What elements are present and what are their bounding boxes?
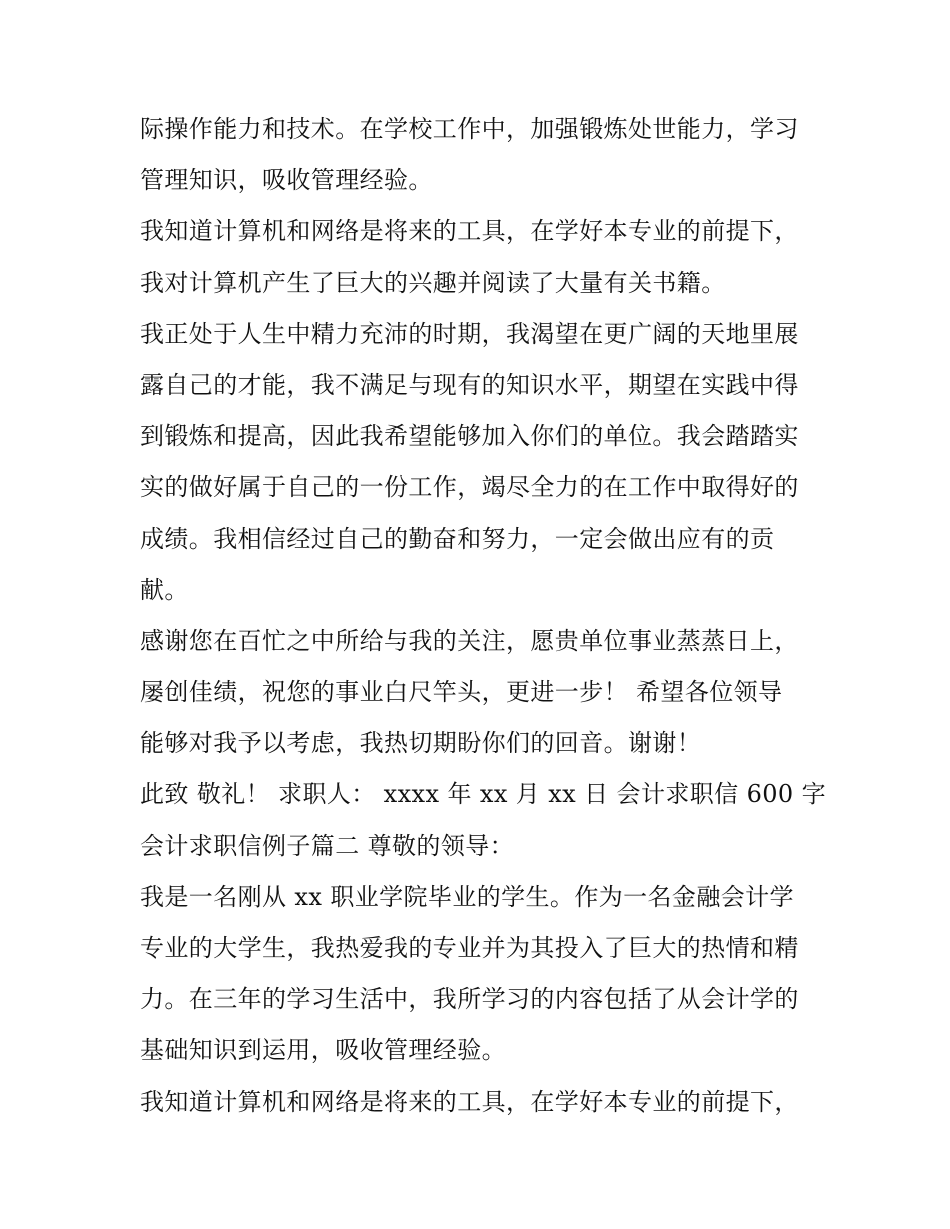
text-line: 我知道计算机和网络是将来的工具，在学好本专业的前提下， — [140, 1087, 799, 1116]
text-line: 专业的大学生，我热爱我的专业并为其投入了巨大的热情和精 — [140, 934, 799, 962]
text-line: 露自己的才能，我不满足与现有的知识水平，期望在实践中得 — [140, 370, 799, 399]
document-body — [140, 104, 827, 1128]
text-line: 献。 — [140, 575, 189, 604]
text-line: 实的做好属于自己的一份工作，竭尽全力的在工作中取得好的 — [140, 473, 799, 502]
text-line: 我正处于人生中精力充沛的时期，我渴望在更广阔的天地里展 — [140, 319, 799, 348]
text-line: 会计求职信例子篇二 尊敬的领导： — [140, 831, 515, 860]
text-line: 屡创佳绩，祝您的事业白尺竿头，更进一步！ 希望各位领导 — [140, 678, 783, 707]
text-line: 管理知识，吸收管理经验。 — [140, 166, 433, 195]
text-line: 我对计算机产生了巨大的兴趣并阅读了大量有关书籍。 — [140, 268, 726, 297]
text-line: 能够对我予以考虑，我热切期盼你们的回音。谢谢！ — [140, 729, 702, 758]
text-line: 此致 敬礼！ 求职人： xxxx 年 xx 月 xx 日 会计求职信 600 字 — [140, 780, 827, 809]
text-line: 感谢您在百忙之中所给与我的关注，愿贵单位事业蒸蒸日上， — [140, 626, 799, 655]
text-line: 到锻炼和提高，因此我希望能够加入你们的单位。我会踏踏实 — [140, 422, 799, 451]
text-line: 力。在三年的学习生活中，我所学习的内容包括了从会计学的 — [140, 985, 799, 1014]
text-line: 我是一名刚从 xx 职业学院毕业的学生。作为一名金融会计学 — [140, 882, 794, 911]
text-line: 成绩。我相信经过自己的勤奋和努力，一定会做出应有的贡 — [140, 524, 775, 553]
text-line: 基础知识到运用，吸收管理经验。 — [140, 1036, 506, 1065]
text-line: 我知道计算机和网络是将来的工具，在学好本专业的前提下， — [140, 217, 799, 246]
text-line: 际操作能力和技术。在学校工作中，加强锻炼处世能力，学习 — [140, 115, 799, 143]
